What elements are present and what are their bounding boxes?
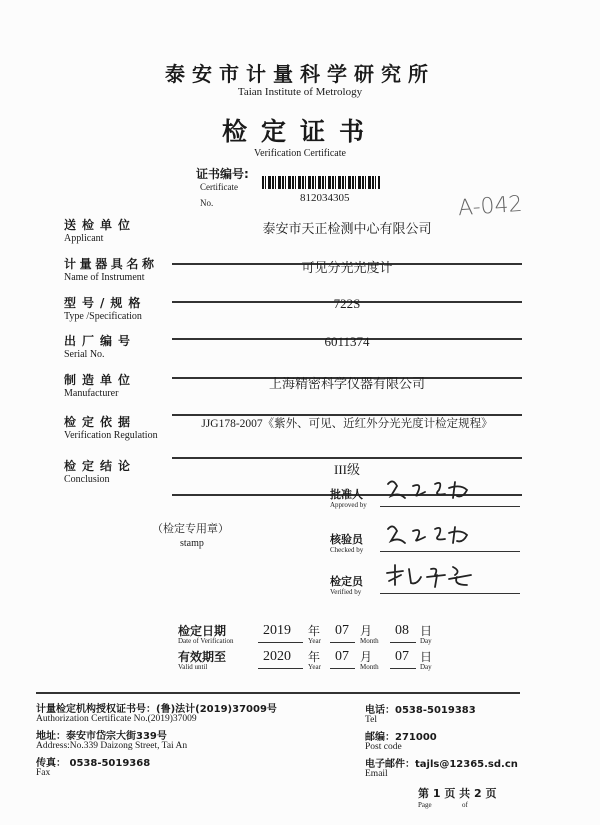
day-value: 07: [395, 649, 409, 664]
signature-label-en: Checked by: [330, 546, 364, 554]
stamp-label-en: stamp: [180, 538, 204, 549]
date-underline: [330, 668, 355, 669]
label-cn: 制造单位: [64, 373, 137, 387]
signature-line: [380, 551, 520, 552]
auth-cn: 计量检定机构授权证书号：(鲁)法计(2019)37009号: [36, 704, 277, 715]
month-unit-en: Month: [360, 637, 379, 645]
label-en: Type /Specification: [64, 311, 142, 322]
barcode: [262, 176, 380, 189]
fax-cn: 传真： 0538-5019368: [36, 758, 151, 769]
month-value: 07: [335, 623, 349, 638]
address-cn: 地址：泰安市岱宗大街339号: [36, 731, 167, 742]
month-unit-en: Month: [360, 663, 379, 671]
year-value: 2019: [263, 623, 291, 638]
field-label-regulation: [64, 413, 158, 441]
date-underline: [390, 668, 416, 669]
label-en: Conclusion: [64, 474, 110, 485]
field-value-conclusion: III级: [334, 462, 360, 477]
field-label-conclusion: [64, 457, 136, 485]
stamp-label: （检定专用章）: [152, 522, 229, 535]
email-cn: 电子邮件：tajls@12365.sd.cn: [365, 759, 518, 770]
email-en: Email: [365, 769, 388, 779]
month-value: 07: [335, 649, 349, 664]
certificate-title-cn: 检定证书: [221, 117, 378, 146]
date-label-valid_until: 有效期至: [178, 650, 227, 664]
postcode-en: Post code: [365, 742, 402, 752]
page-label-en: Page: [418, 801, 432, 809]
label-en: Verification Regulation: [64, 430, 158, 441]
field-value-instrument-name: 可见分光光度计: [301, 260, 393, 275]
signature-line: [380, 593, 520, 594]
signature-label-approved-by: 批准人: [330, 488, 363, 501]
cert-no-label: 证书编号:: [196, 167, 249, 181]
signature-line: [380, 506, 520, 507]
field-label-manufacturer: [64, 371, 136, 399]
label-en: Name of Instrument: [64, 272, 145, 283]
day-unit: 日: [420, 624, 433, 638]
date-underline: [258, 642, 303, 643]
date-underline: [258, 668, 303, 669]
cert-no-label-en-2: No.: [200, 198, 214, 208]
signature-label-en: Verified by: [330, 588, 362, 596]
institute-name-cn: 泰安市计量科学研究所: [165, 62, 435, 86]
date-underline: [390, 642, 416, 643]
institute-name-en: Taian Institute of Metrology: [237, 86, 363, 98]
tel-en: Tel: [365, 715, 377, 725]
label-cn: 型号/规格: [64, 296, 147, 310]
month-unit: 月: [360, 650, 373, 664]
cert-no-label-en: Certificate: [200, 182, 238, 192]
handwritten-signature: [383, 563, 478, 589]
handwritten-note: A-042: [457, 191, 524, 222]
label-en: Applicant: [64, 233, 104, 244]
page-number: 第 1 页 共 2 页: [418, 787, 497, 800]
day-value: 08: [395, 623, 409, 638]
date-label-verification: 检定日期: [178, 624, 227, 638]
field-value-applicant: 泰安市天正检测中心有限公司: [262, 221, 432, 236]
year-unit: 年: [308, 624, 321, 638]
field-value-serial-no: 6011374: [324, 334, 370, 349]
day-unit-en: Day: [420, 663, 432, 671]
date-underline: [330, 642, 355, 643]
label-en: Serial No.: [64, 349, 105, 360]
signature-label-en: Approved by: [330, 501, 367, 509]
year-unit-en: Year: [308, 637, 321, 645]
day-unit-en: Day: [420, 637, 432, 645]
day-unit: 日: [420, 650, 433, 664]
handwritten-signature: [383, 521, 478, 547]
handwritten-signature: [383, 476, 478, 502]
footer-divider: [36, 692, 520, 694]
tel-cn: 电话：0538-5019383: [365, 705, 476, 716]
field-value-type-spec: 722S: [333, 296, 361, 311]
field-label-serial-no: [64, 332, 136, 360]
field-value-regulation: JJG178-2007《紫外、可见、近红外分光光度计检定规程》: [201, 418, 493, 430]
address-en: Address:No.339 Daizong Street, Tai An: [36, 741, 188, 751]
auth-en: Authorization Certificate No.(2019)37009: [36, 714, 197, 724]
date-label-en: Valid until: [178, 663, 208, 671]
field-label-type-spec: [64, 294, 146, 322]
field-label-applicant: [64, 216, 136, 244]
date-label-en: Date of Verification: [178, 637, 234, 645]
label-cn: 出厂编号: [64, 334, 137, 348]
fax-en: Fax: [36, 768, 51, 778]
label-cn: 计量器具名称: [64, 257, 158, 271]
field-value-manufacturer: 上海精密科学仪器有限公司: [268, 376, 425, 391]
cert-no-value: 812034305: [300, 192, 350, 204]
year-value: 2020: [263, 649, 291, 664]
label-cn: 送检单位: [64, 218, 137, 232]
signature-label-checked-by: 核验员: [330, 533, 363, 546]
year-unit: 年: [308, 650, 321, 664]
of-label-en: of: [462, 801, 468, 809]
postcode-cn: 邮编：271000: [365, 732, 437, 743]
label-cn: 检定依据: [64, 415, 137, 429]
signature-label-verified-by: 检定员: [330, 575, 363, 588]
certificate-title-en: Verification Certificate: [254, 148, 346, 159]
label-cn: 检定结论: [64, 459, 137, 473]
month-unit: 月: [360, 624, 373, 638]
label-en: Manufacturer: [64, 388, 119, 399]
field-label-instrument-name: [64, 255, 158, 283]
year-unit-en: Year: [308, 663, 321, 671]
